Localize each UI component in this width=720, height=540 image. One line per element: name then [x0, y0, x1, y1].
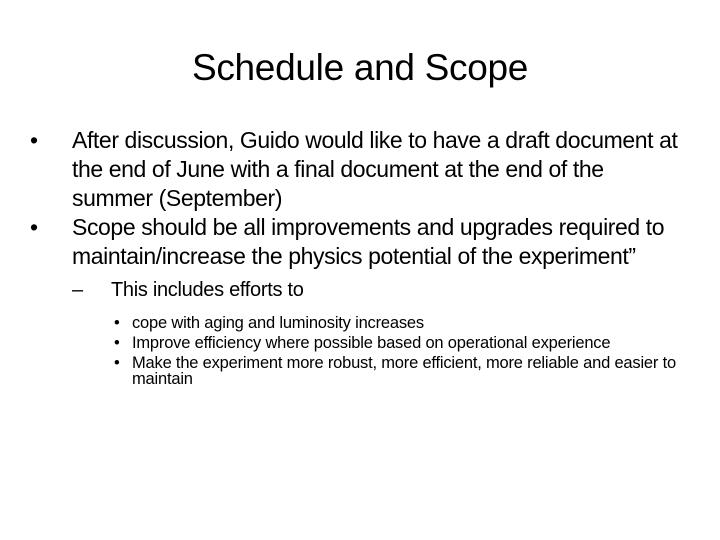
sub-sub-bullet-marker: •: [114, 354, 120, 372]
bullet-text: After discussion, Guido would like to have a draft document at the end of June with a final document at the end of the summer (September): [72, 127, 678, 211]
slide-body: [30, 126, 690, 387]
sub-bullet-item: [30, 277, 690, 303]
sub-sub-bullet-item: [30, 335, 690, 351]
sub-sub-bullet-item: [30, 315, 690, 331]
sub-sub-bullet-text: Make the experiment more robust, more efficient, more reliable and easier to maintain: [132, 354, 676, 388]
sub-bullet-text: This includes efforts to: [111, 279, 304, 301]
bullet-text: Scope should be all improvements and upgrades required to maintain/increase the physics potential of the experiment”: [72, 214, 665, 269]
sub-bullet-marker: –: [72, 279, 83, 301]
sub-sub-bullet-text: cope with aging and luminosity increases: [132, 314, 424, 332]
bullet-marker: •: [30, 214, 38, 240]
sub-sub-bullet-item: [30, 355, 690, 387]
sub-sub-bullet-text: Improve efficiency where possible based on operational experience: [132, 334, 611, 352]
bullet-item: [30, 126, 690, 213]
sub-sub-bullet-marker: •: [114, 314, 120, 332]
slide-title: Schedule and Scope: [191, 47, 529, 88]
bullet-marker: •: [30, 127, 38, 153]
sub-sub-bullet-marker: •: [114, 334, 120, 352]
bullet-item: [30, 213, 690, 271]
